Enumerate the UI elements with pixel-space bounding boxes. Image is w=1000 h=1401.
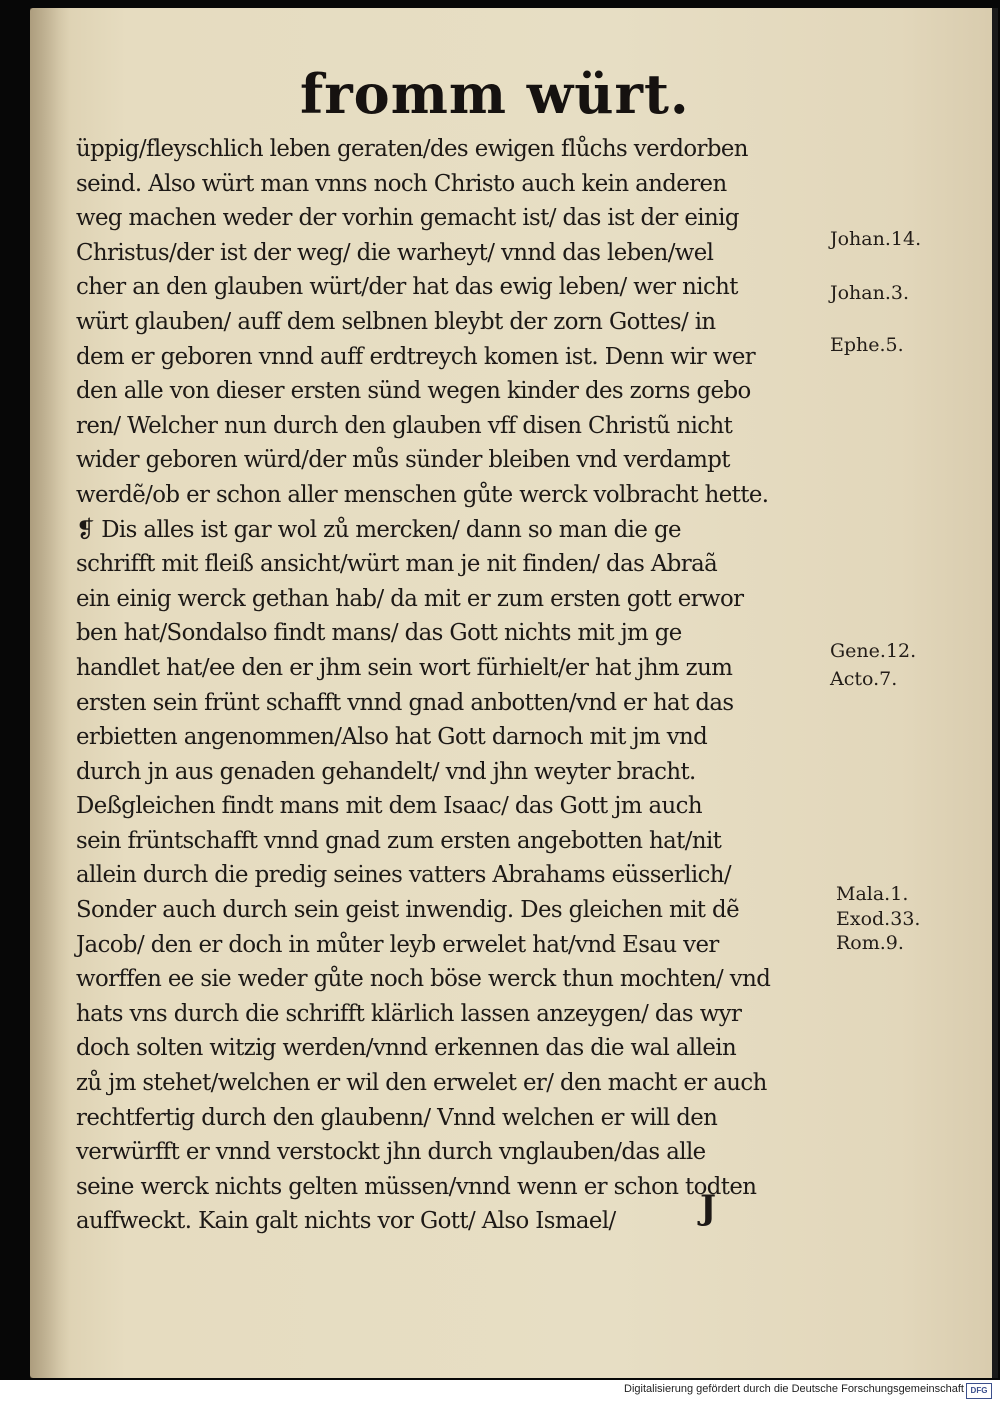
margin-note: Rom.9. [836, 932, 904, 954]
running-head: fromm würt. [300, 62, 690, 126]
text-line: würt glauben/ auff dem selbnen bleybt der zorn Gottes/ in [76, 308, 716, 335]
text-line: ❡ Dis alles ist gar wol zů mercken/ dann so man die ge [76, 516, 681, 543]
text-line: ein einig werck gethan hab/ da mit er zum ersten gott erwor [76, 585, 744, 612]
text-line: allein durch die predig seines vatters Abrahams eüsserlich/ [76, 862, 731, 889]
text-line: Sonder auch durch sein geist inwendig. Des gleichen mit dẽ [76, 897, 739, 924]
text-line: erbietten angenommen/Also hat Gott darnoch mit jm vnd [76, 724, 708, 751]
text-line: seind. Also würt man vnns noch Christo auch kein anderen [76, 170, 727, 197]
text-line: weg machen weder der vorhin gemacht ist/ das ist der einig [76, 205, 739, 232]
text-line: ben hat/Sondalso findt mans/ das Gott nichts mit jm ge [76, 620, 682, 647]
text-line: zů jm stehet/welchen er wil den erwelet er/ den macht er auch [76, 1070, 767, 1097]
text-line: cher an den glauben würt/der hat das ewig leben/ wer nicht [76, 274, 738, 301]
funding-credit: Digitalisierung gefördert durch die Deutsche Forschungsgemeinschaft [624, 1383, 964, 1395]
text-line: hats vns durch die schrifft klärlich lassen anzeygen/ das wyr [76, 1000, 742, 1027]
signature-mark: J [700, 1188, 717, 1228]
text-line: Deßgleichen findt mans mit dem Isaac/ das Gott jm auch [76, 793, 702, 820]
text-line: durch jn aus genaden gehandelt/ vnd jhn weyter bracht. [76, 758, 696, 785]
body-text [76, 132, 826, 1239]
dfg-logo-icon: DFG [966, 1383, 992, 1399]
margin-note: Gene.12. [830, 640, 917, 662]
text-line: wider geboren würd/der můs sünder bleiben vnd verdampt [76, 447, 730, 474]
margin-note: Exod.33. [836, 908, 921, 930]
text-line: schrifft mit fleiß ansicht/würt man je nit finden/ das Abraã [76, 551, 718, 578]
text-line: seine werck nichts gelten müssen/vnnd wenn er schon todten [76, 1173, 757, 1200]
text-line: verwürfft er vnnd verstockt jhn durch vnglauben/das alle [76, 1139, 706, 1166]
text-line: ren/ Welcher nun durch den glauben vff disen Christũ nicht [76, 412, 733, 439]
text-line: ersten sein frünt schafft vnnd gnad anbotten/vnd er hat das [76, 689, 734, 716]
text-line: Christus/der ist der weg/ die warheyt/ vnnd das leben/wel [76, 239, 714, 266]
text-line: rechtfertig durch den glaubenn/ Vnnd welchen er will den [76, 1104, 718, 1131]
margin-note: Johan.14. [830, 228, 922, 250]
text-line: Jacob/ den er doch in můter leyb erwelet hat/vnd Esau ver [76, 931, 719, 958]
margin-note: Johan.3. [830, 282, 910, 304]
margin-note: Ephe.5. [830, 334, 904, 356]
text-line: handlet hat/ee den er jhm sein wort fürhielt/er hat jhm zum [76, 654, 733, 681]
margin-note: Mala.1. [836, 883, 909, 905]
margin-note: Acto.7. [830, 668, 898, 690]
text-line: üppig/fleyschlich leben geraten/des ewigen flůchs verdorben [76, 136, 748, 162]
text-line: sein früntschafft vnnd gnad zum ersten angebotten hat/nit [76, 827, 722, 854]
footer-bar [0, 1380, 1000, 1401]
text-line: werdẽ/ob er schon aller menschen gůte werck volbracht hette. [76, 481, 769, 508]
text-line: dem er geboren vnnd auff erdtreych komen ist. Denn wir wer [76, 343, 756, 370]
text-line: worffen ee sie weder gůte noch böse werck thun mochten/ vnd [76, 966, 771, 993]
text-line: auffweckt. Kain galt nichts vor Gott/ Also Ismael/ [76, 1208, 616, 1235]
text-line: doch solten witzig werden/vnnd erkennen das die wal allein [76, 1035, 737, 1062]
text-line: den alle von dieser ersten sünd wegen kinder des zorns gebo [76, 378, 751, 405]
